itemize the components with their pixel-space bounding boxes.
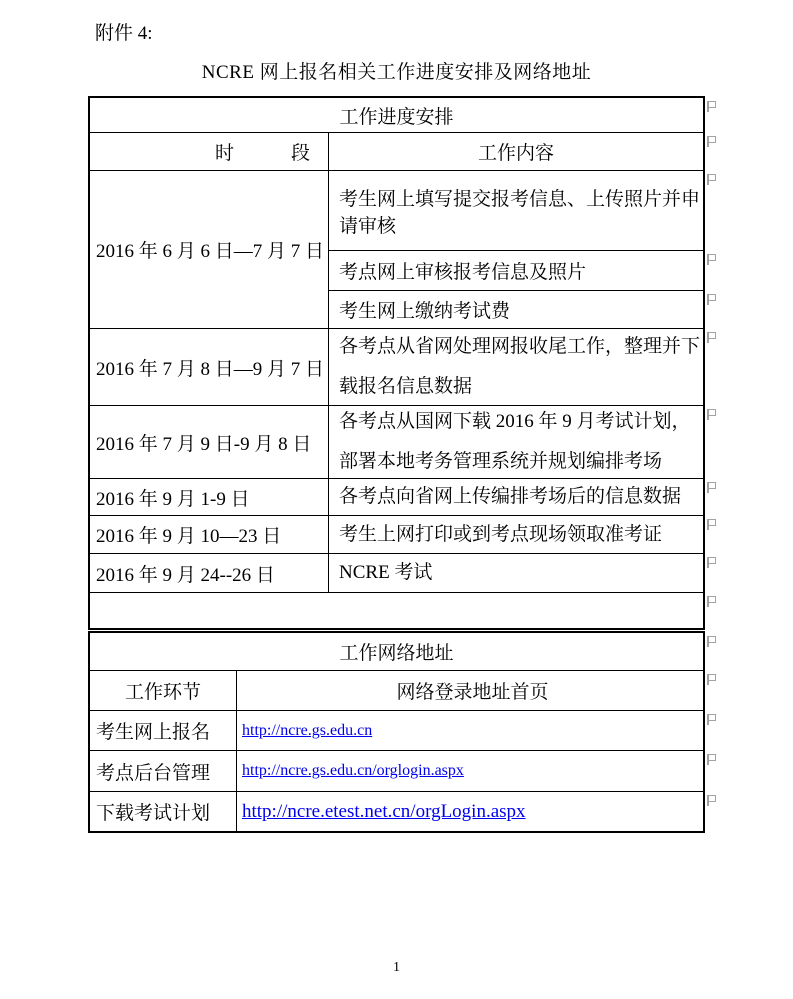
row-end-mark [707,519,716,531]
period-cell: 2016 年 9 月 1-9 日 [90,479,329,515]
schedule-row [90,405,703,478]
content-text: 各考点从国网下载 2016 年 9 月考试计划，部署本地考务管理系统并规划编排考场 [339,411,691,472]
exam-plan-link[interactable]: http://ncre.etest.net.cn/orgLogin.aspx [242,800,526,822]
content-text: 考生上网打印或到考点现场领取准考证 [339,523,663,545]
url-cell [237,792,703,831]
step-cell: 考生网上报名 [90,711,237,750]
schedule-table [88,96,705,630]
registration-link[interactable]: http://ncre.gs.edu.cn [242,721,373,739]
schedule-table-title: 工作进度安排 [339,106,454,128]
schedule-row [90,515,703,553]
url-cell [237,751,703,791]
address-row [90,750,703,791]
step-cell: 下载考试计划 [90,792,237,831]
empty-row [90,592,703,628]
period-cell: 2016 年 7 月 8 日—9 月 7 日 [90,329,329,405]
row-end-mark [707,174,716,186]
address-row [90,791,703,831]
content-text: 各考点向省网上传编排考场后的信息数据 [339,486,682,507]
row-end-mark [707,136,716,148]
row-end-mark [707,409,716,421]
schedule-row-merged [90,170,703,328]
content-cell [329,329,703,405]
content-column-header: 工作内容 [477,143,554,164]
content-cell [329,406,703,478]
period-column-header: 时 段 [90,133,329,170]
row-end-mark [707,332,716,344]
content-stack [329,171,703,328]
address-row [90,710,703,750]
content-cell [329,479,703,515]
site-admin-link[interactable]: http://ncre.gs.edu.cn/orglogin.aspx [242,762,464,779]
address-table [88,631,705,833]
content-text: 考点网上审核报考信息及照片 [339,262,587,284]
address-table-title: 工作网络地址 [339,643,454,664]
schedule-header-row [90,132,703,170]
row-end-mark [707,596,716,608]
content-cell [329,516,703,553]
schedule-table-title-row [90,98,703,132]
content-text: 各考点从省网处理网报收尾工作，整理并下载报名信息数据 [339,336,701,397]
schedule-row [90,478,703,515]
url-cell [237,711,703,750]
content-text: 考生网上填写提交报考信息、上传照片并申请审核 [339,188,701,237]
row-end-mark [707,294,716,306]
page-title: NCRE 网上报名相关工作进度安排及网络地址 [201,62,592,83]
row-end-mark [707,482,716,494]
period-cell: 2016 年 6 月 6 日—7 月 7 日 [90,171,329,328]
row-end-mark [707,557,716,569]
page-number: 1 [393,960,400,975]
row-end-mark [707,674,716,686]
address-table-title-row [90,633,703,670]
period-cell: 2016 年 9 月 10—23 日 [90,516,329,553]
row-end-mark [707,101,716,113]
schedule-row [90,328,703,405]
content-cell [329,171,703,250]
attachment-label: 附件 4: [95,23,153,44]
step-column-header: 工作环节 [90,671,237,710]
period-cell: 2016 年 7 月 9 日-9 月 8 日 [90,406,329,478]
content-cell [329,554,703,592]
row-end-mark [707,754,716,766]
content-text: NCRE 考试 [339,562,433,583]
step-cell: 考点后台管理 [90,751,237,791]
content-text: 考生网上缴纳考试费 [339,301,511,323]
row-end-mark [707,254,716,266]
row-end-mark [707,714,716,726]
period-cell: 2016 年 9 月 24--26 日 [90,554,329,592]
row-end-mark [707,636,716,648]
content-cell [329,290,703,328]
url-column-header: 网络登录地址首页 [396,682,549,703]
schedule-row [90,553,703,592]
address-header-row [90,670,703,710]
row-end-mark [707,795,716,807]
content-cell [329,250,703,290]
